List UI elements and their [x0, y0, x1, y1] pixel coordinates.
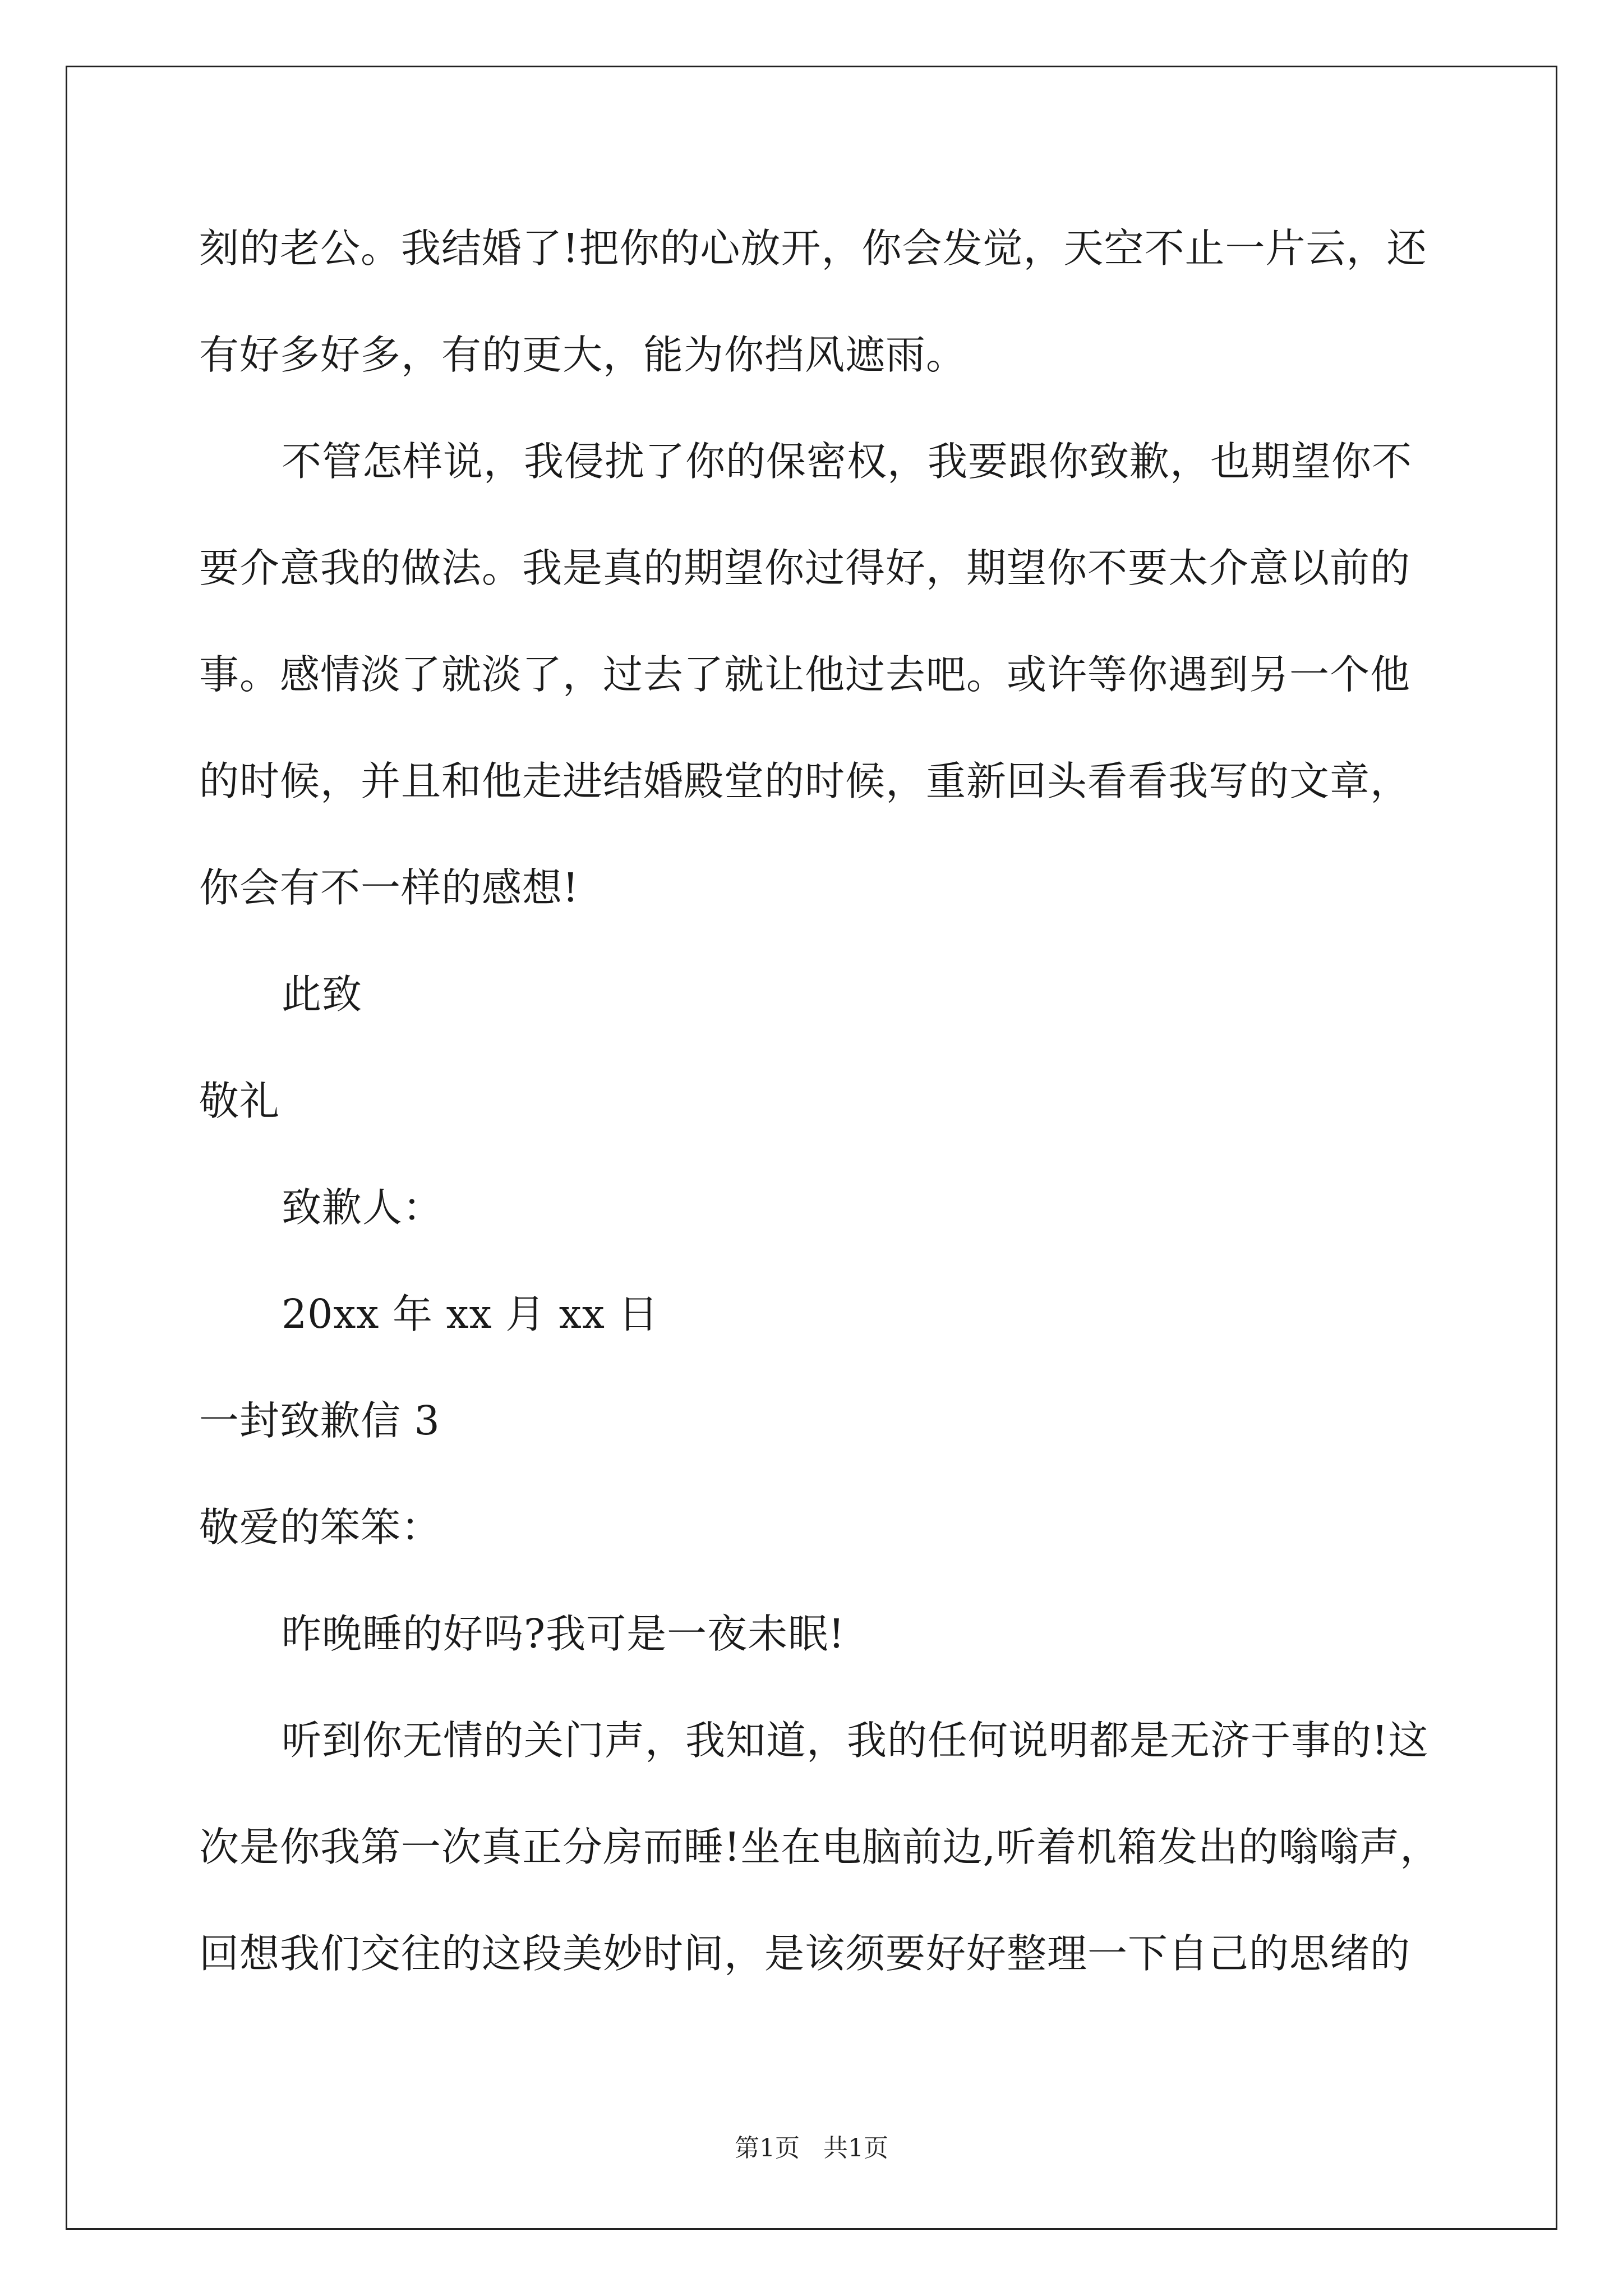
signature-label: 致歉人：	[282, 1184, 444, 1231]
body-line: 回想我们交往的这段美妙时间，是该须要好好整理一下自己的思绪的	[199, 1930, 1411, 1977]
document-body	[199, 222, 1441, 1980]
body-line: 你会有不一样的感想!	[199, 864, 579, 911]
section-heading: 一封致歉信 3	[199, 1397, 440, 1444]
letter-greeting: 敬爱的笨笨：	[199, 1504, 442, 1550]
paragraph-start: 听到你无情的关门声，我知道，我的任何说明都是无济于事的!这	[282, 1717, 1429, 1764]
closing-salutation: 此致	[282, 971, 363, 1018]
body-line: 次是你我第一次真正分房而睡!坐在电脑前边,听着机箱发出的嗡嗡声，	[199, 1824, 1441, 1870]
body-line: 要介意我的做法。我是真的期望你过得好，期望你不要太介意以前的	[199, 545, 1411, 591]
body-line: 刻的老公。我结婚了!把你的心放开，你会发觉，天空不止一片云，还	[199, 225, 1427, 272]
closing-regards: 敬礼	[199, 1078, 280, 1124]
body-line: 的时候，并且和他走进结婚殿堂的时候，重新回头看看我写的文章，	[199, 758, 1411, 804]
body-line: 有好多好多，有的更大，能为你挡风遮雨。	[199, 332, 967, 378]
paragraph-start: 昨晚睡的好吗?我可是一夜未眠!	[282, 1611, 845, 1657]
body-line: 事。感情淡了就淡了，过去了就让他过去吧。或许等你遇到另一个他	[199, 651, 1411, 698]
page-footer: 第1页 共1页	[735, 2134, 888, 2162]
paragraph-start: 不管怎样说，我侵扰了你的保密权，我要跟你致歉，也期望你不	[282, 438, 1413, 485]
date-line: 20xx 年 xx 月 xx 日	[282, 1291, 659, 1337]
